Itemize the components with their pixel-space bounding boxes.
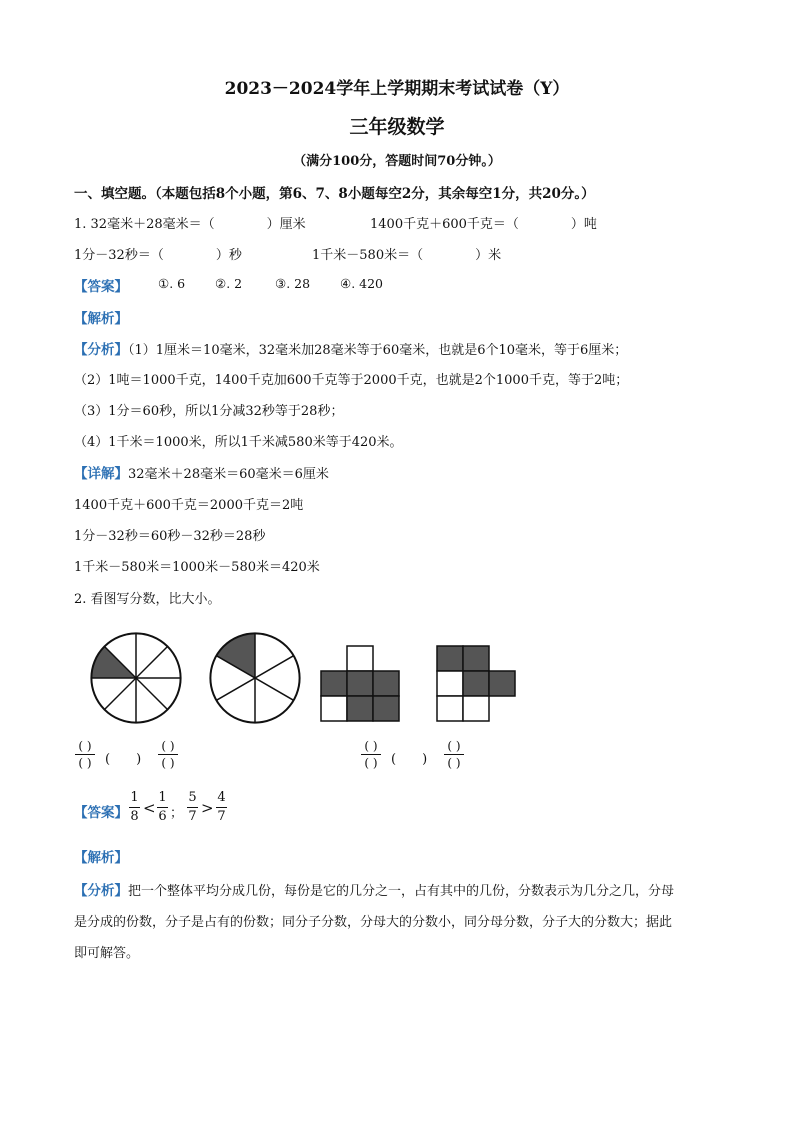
q1-detail-line-1: 【详解】32毫米＋28毫米＝60毫米＝6厘米 bbox=[74, 466, 329, 482]
q1-part-b: 1400千克＋600千克＝（ ）吨 bbox=[370, 217, 597, 232]
q1-analysis-line-4: （4）1千米＝1000米，所以1千米减580米等于420米。 bbox=[74, 435, 403, 450]
circle-eighths-shaded-sector bbox=[91, 647, 136, 679]
section-heading: 一、填空题。（本题包括8个小题，第6、7、8小题每空2分，其余每空1分，共20分。） bbox=[74, 186, 595, 202]
answer-fraction-4: 4 7 bbox=[217, 790, 226, 824]
circle-sixths-figure bbox=[210, 633, 299, 722]
grid-fours-figure bbox=[437, 646, 515, 721]
q1-answer-2: ②. 2 bbox=[215, 276, 243, 291]
blank-compare-2[interactable]: ( ) bbox=[391, 752, 428, 767]
q1-detail-label: 【详解】 bbox=[74, 466, 128, 482]
grid-fives-figure bbox=[321, 646, 399, 721]
exam-title: 2023－2024学年上学期期末考试试卷（Y） bbox=[224, 79, 570, 99]
answer-fraction-1: 1 8 bbox=[130, 790, 139, 824]
circle-eighths-figure bbox=[91, 633, 180, 722]
q1-answer-1: ①. 6 bbox=[158, 276, 186, 291]
answer-less-than: < bbox=[143, 799, 156, 817]
q2-question: 2. 看图写分数，比大小。 bbox=[74, 592, 221, 607]
q2-analysis-label: 【分析】 bbox=[74, 883, 128, 899]
q1-detail-line-4: 1千米－580米＝1000米－580米＝420米 bbox=[74, 560, 320, 575]
q2-analysis-line-2: 是分成的份数，分子是占有的份数；同分子分数，分母大的分数小，同分母分数，分子大的分数大；据此 bbox=[74, 915, 673, 930]
q1-analysis-tag: 【解析】 bbox=[74, 311, 128, 327]
q1-analysis-line-2: （2）1吨＝1000千克，1400千克加600千克等于2000千克，也就是2个1000千克，等于2吨； bbox=[74, 373, 629, 388]
q1-analysis-line-3: （3）1分＝60秒，所以1分减32秒等于28秒； bbox=[74, 404, 344, 419]
answer-fraction-3: 5 7 bbox=[188, 790, 197, 824]
blank-fraction-2[interactable]: ( ) ( ) bbox=[158, 739, 178, 770]
exam-note: （满分100分，答题时间70分钟。） bbox=[293, 154, 501, 169]
answer-fraction-2: 1 6 bbox=[158, 790, 167, 824]
q1-analysis-label: 【分析】 bbox=[74, 342, 128, 358]
q1-answer-tag: 【答案】 bbox=[74, 279, 128, 295]
q1-answer-4: ④. 420 bbox=[340, 276, 384, 291]
q1-part-c: 1分－32秒＝（ ）秒 bbox=[74, 248, 242, 263]
q1-analysis-line-1: 【分析】（1）1厘米＝10毫米，32毫米加28毫米等于60毫米，也就是6个10毫米，等于6厘米； bbox=[74, 342, 628, 358]
q1-detail-line-2: 1400千克＋600千克＝2000千克＝2吨 bbox=[74, 498, 304, 513]
blank-fraction-4[interactable]: ( ) ( ) bbox=[444, 739, 464, 770]
answer-separator: ； bbox=[170, 806, 184, 821]
circle-sixths-shaded-sector bbox=[216, 633, 255, 678]
q1-part-a: 1. 32毫米＋28毫米＝（ ）厘米 bbox=[74, 217, 306, 232]
blank-compare-1[interactable]: ( ) bbox=[105, 752, 142, 767]
q2-analysis-line-1: 【分析】把一个整体平均分成几份，每份是它的几分之一，占有其中的几份，分数表示为几分之几，分母 bbox=[74, 883, 675, 899]
q2-answer-tag: 【答案】 bbox=[74, 805, 128, 821]
blank-fraction-3[interactable]: ( ) ( ) bbox=[361, 739, 381, 770]
answer-greater-than: > bbox=[201, 799, 214, 817]
q1-answer-3: ③. 28 bbox=[275, 276, 311, 291]
blank-fraction-1[interactable]: ( ) ( ) bbox=[75, 739, 95, 770]
q1-part-d: 1千米－580米＝（ ）米 bbox=[312, 248, 502, 263]
q1-detail-line-3: 1分－32秒＝60秒－32秒＝28秒 bbox=[74, 529, 266, 544]
subject-title: 三年级数学 bbox=[349, 116, 445, 138]
q2-analysis-line-3: 即可解答。 bbox=[74, 946, 140, 961]
q2-analysis-tag: 【解析】 bbox=[74, 850, 128, 866]
q2-figures bbox=[0, 625, 794, 735]
